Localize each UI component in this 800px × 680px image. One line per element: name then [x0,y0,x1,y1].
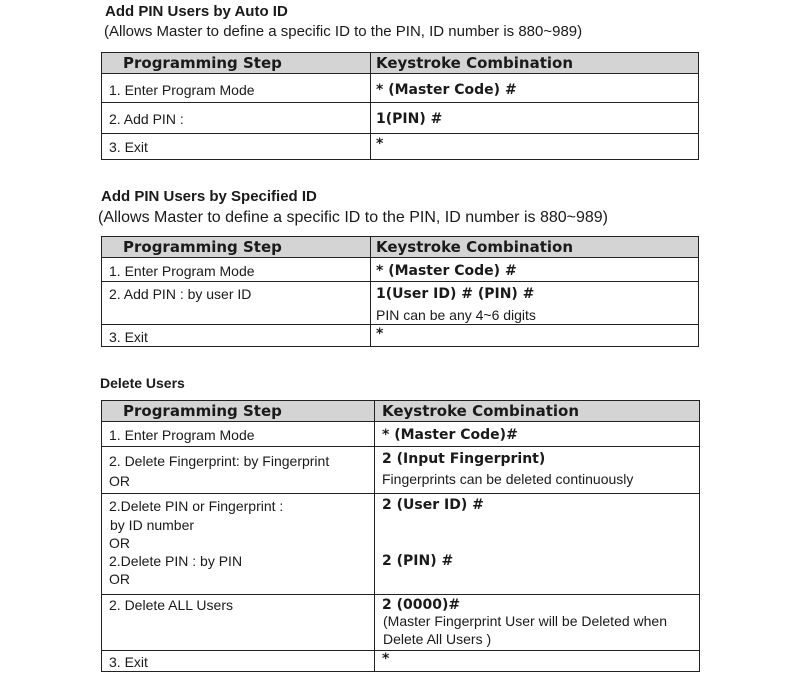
table-row-step: 3. Exit [109,654,148,670]
header-keystroke-combination: Keystroke Combination [376,238,573,256]
table-row-step: 2.Delete PIN or Fingerprint : [109,498,284,514]
table-row-key: 1(PIN) # [376,111,443,127]
section-title-delete-users: Delete Users [100,375,185,391]
table-row-key: * (Master Code)# [382,427,518,443]
table-row-step: 2. Add PIN : by user ID [109,286,252,302]
table-row-key: 2 (PIN) # [382,553,454,569]
table-row-or: OR [109,473,130,489]
table-row-note: (Master Fingerprint User will be Deleted when [383,613,667,629]
table-row-step-line2: by ID number [110,517,195,533]
table-row-key: * [376,136,384,152]
header-keystroke-combination: Keystroke Combination [376,54,573,72]
table-row-step: 1. Enter Program Mode [109,82,255,98]
table-delete-users [101,400,700,672]
table-row-key: * (Master Code) # [376,82,517,98]
table-row-or: OR [109,571,130,587]
table-row-step: 2. Delete Fingerprint: by Fingerprint [109,453,330,469]
table-row-step: 1. Enter Program Mode [109,263,255,279]
table-row-key: 1(User ID) # (PIN) # [376,286,535,302]
table-row-key: 2 (User ID) # [382,497,484,513]
table-row-step: 2. Add PIN : [109,111,184,127]
table-row-step: 3. Exit [109,139,148,155]
table-row-step: 3. Exit [109,329,148,345]
table-row-note: Fingerprints can be deleted continuously [382,471,634,487]
section-title-auto-id: Add PIN Users by Auto ID [105,3,288,20]
section-title-specified-id: Add PIN Users by Specified ID [101,188,317,205]
table-row-key: 2 (Input Fingerprint) [382,451,546,467]
header-keystroke-combination: Keystroke Combination [382,402,579,420]
table-row-key: 2 (0000)# [382,597,461,613]
table-row-key: * [376,326,384,342]
table-row-key: * (Master Code) # [376,263,517,279]
table-row-or: OR [109,535,130,551]
header-programming-step: Programming Step [123,402,282,420]
header-programming-step: Programming Step [123,238,282,256]
table-row-step: 1. Enter Program Mode [109,427,255,443]
table-row-note: Delete All Users ) [383,631,492,647]
section-subtitle-specified-id: (Allows Master to define a specific ID to the PIN, ID number is 880~989) [98,209,609,226]
table-row-note: PIN can be any 4~6 digits [376,307,536,323]
section-subtitle-auto-id: (Allows Master to define a specific ID to the PIN, ID number is 880~989) [104,23,583,40]
table-row-step: 2.Delete PIN : by PIN [109,553,243,569]
table-specified-id [101,236,699,347]
table-row-key: * [382,651,390,667]
table-row-step: 2. Delete ALL Users [109,597,233,613]
table-auto-id [101,52,699,160]
header-programming-step: Programming Step [123,54,282,72]
